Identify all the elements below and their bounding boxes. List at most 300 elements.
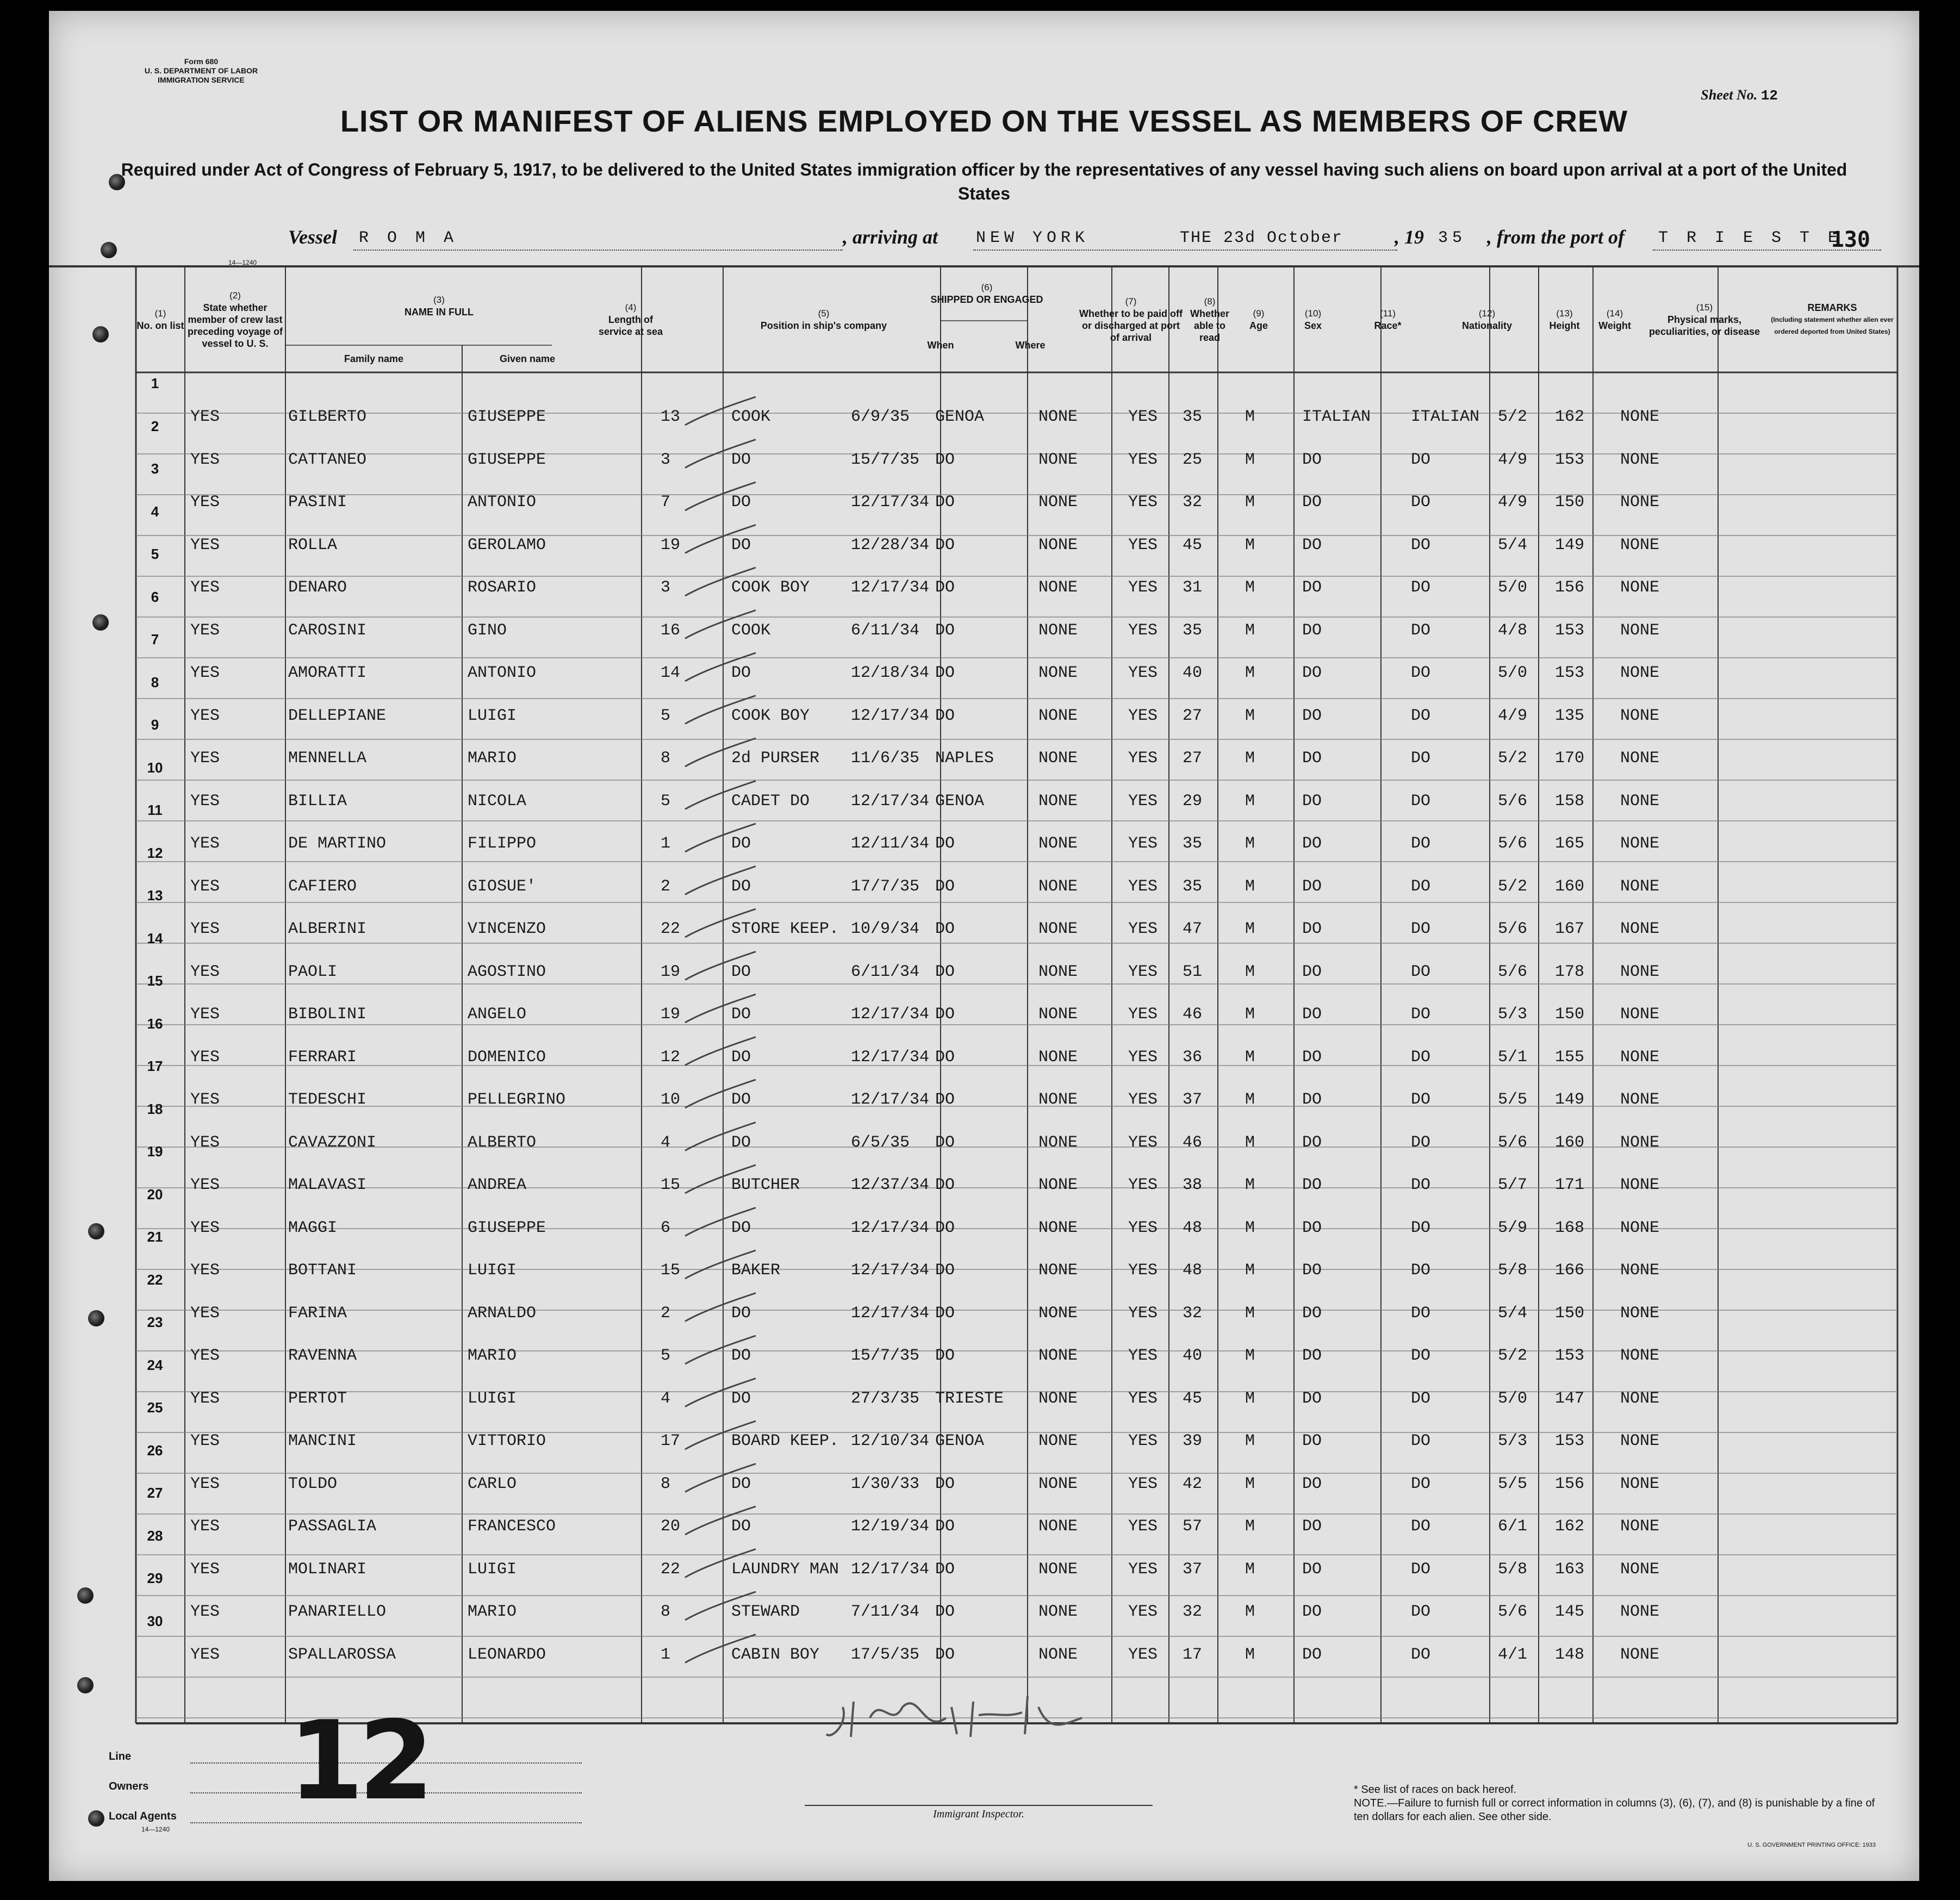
shipped-when: 12/17/34 bbox=[851, 792, 930, 811]
height: 5/3 bbox=[1498, 1432, 1528, 1450]
age: 48 bbox=[1183, 1218, 1203, 1237]
form-number: Form 680 bbox=[184, 57, 219, 66]
given-name: PELLEGRINO bbox=[468, 1091, 566, 1109]
shipped-where: GENOA bbox=[935, 792, 985, 811]
race: DO bbox=[1302, 1261, 1322, 1280]
shipped-where: DO bbox=[935, 1176, 955, 1194]
sex: M bbox=[1245, 1176, 1255, 1194]
weight: 178 bbox=[1555, 962, 1585, 981]
age: 32 bbox=[1183, 1304, 1203, 1323]
sex: M bbox=[1245, 920, 1255, 938]
physical-marks: NONE bbox=[1620, 1133, 1660, 1152]
position: STEWARD bbox=[731, 1603, 800, 1621]
length-of-service: 14 bbox=[661, 664, 681, 682]
family-name: MALAVASI bbox=[288, 1176, 367, 1194]
given-name: GIUSEPPE bbox=[468, 450, 546, 469]
row-number: 28 bbox=[147, 1527, 163, 1544]
given-name: LEONARDO bbox=[468, 1645, 546, 1664]
shipped-when: 12/17/34 bbox=[851, 578, 930, 597]
nationality: DO bbox=[1411, 920, 1431, 938]
punch-hole bbox=[77, 1587, 94, 1604]
row-number: 18 bbox=[147, 1100, 163, 1117]
column-number: (10) bbox=[1304, 308, 1322, 319]
paid-off: NONE bbox=[1038, 1347, 1078, 1365]
race: DO bbox=[1302, 1048, 1322, 1067]
family-name: TEDESCHI bbox=[288, 1091, 367, 1109]
physical-marks: NONE bbox=[1620, 578, 1660, 597]
position: COOK bbox=[731, 408, 771, 426]
length-of-service: 15 bbox=[661, 1261, 681, 1280]
column-number: (6) bbox=[981, 282, 993, 292]
family-name: PAOLI bbox=[288, 962, 338, 981]
length-of-service: 2 bbox=[661, 1304, 671, 1323]
family-name: DELLEPIANE bbox=[288, 706, 387, 725]
sex: M bbox=[1245, 1304, 1255, 1323]
paid-off: NONE bbox=[1038, 962, 1078, 981]
given-name: FILIPPO bbox=[468, 834, 537, 853]
column-label: Height bbox=[1549, 320, 1580, 331]
given-name: ALBERTO bbox=[468, 1133, 537, 1152]
length-of-service: 8 bbox=[661, 749, 671, 768]
able-to-read: YES bbox=[1128, 749, 1158, 768]
row-number: 3 bbox=[151, 460, 159, 477]
given-name: GINO bbox=[468, 621, 507, 640]
year-label: , 19 bbox=[1395, 226, 1424, 248]
nationality: DO bbox=[1411, 1048, 1431, 1067]
family-name: PERTOT bbox=[288, 1389, 347, 1408]
shipped-where: GENOA bbox=[935, 408, 985, 426]
shipped-where: DO bbox=[935, 920, 955, 938]
height: 5/6 bbox=[1498, 834, 1528, 853]
height: 5/6 bbox=[1498, 1133, 1528, 1152]
length-of-service: 10 bbox=[661, 1091, 681, 1109]
position: DO bbox=[731, 1517, 751, 1536]
shipped-where: DO bbox=[935, 621, 955, 640]
sex: M bbox=[1245, 535, 1255, 555]
sex: M bbox=[1245, 1347, 1255, 1365]
position: 2d PURSER bbox=[731, 749, 820, 768]
age: 45 bbox=[1183, 535, 1203, 555]
able-to-read: YES bbox=[1128, 1304, 1158, 1323]
physical-marks: NONE bbox=[1620, 493, 1660, 512]
weight: 166 bbox=[1555, 1261, 1585, 1280]
column-number: (4) bbox=[625, 302, 637, 313]
punch-hole bbox=[77, 1677, 94, 1693]
position: DO bbox=[731, 1474, 751, 1493]
column-number: (3) bbox=[433, 294, 445, 305]
paid-off: NONE bbox=[1038, 749, 1078, 768]
given-name: DOMENICO bbox=[468, 1048, 546, 1067]
column-label: Whether to be paid off or discharged at port of arrival bbox=[1079, 308, 1183, 343]
row-number: 24 bbox=[147, 1356, 163, 1373]
physical-marks: NONE bbox=[1620, 1347, 1660, 1365]
column-label: Sex bbox=[1304, 320, 1322, 331]
length-of-service: 12 bbox=[661, 1048, 681, 1067]
column-label: NAME IN FULL bbox=[405, 306, 474, 317]
given-name: GIUSEPPE bbox=[468, 408, 546, 426]
column-header-c8 bbox=[1185, 266, 1234, 372]
given-name: VITTORIO bbox=[468, 1432, 546, 1450]
agents-label: Local Agents bbox=[109, 1810, 177, 1822]
position: STORE KEEP. bbox=[731, 920, 839, 938]
row-number: 9 bbox=[151, 717, 159, 733]
physical-marks: NONE bbox=[1620, 834, 1660, 853]
able-to-read: YES bbox=[1128, 1091, 1158, 1109]
weight: 149 bbox=[1555, 1091, 1585, 1109]
column-label: State whether member of crew last preceding voyage of vessel to U. S. bbox=[187, 302, 283, 349]
crew-previous-voyage: YES bbox=[190, 706, 220, 725]
height: 5/6 bbox=[1498, 1603, 1528, 1621]
physical-marks: NONE bbox=[1620, 1091, 1660, 1109]
weight: 162 bbox=[1555, 1517, 1585, 1536]
nationality: DO bbox=[1411, 1091, 1431, 1109]
sex: M bbox=[1245, 578, 1255, 597]
weight: 153 bbox=[1555, 1347, 1585, 1365]
race: DO bbox=[1302, 792, 1322, 811]
column-number: (2) bbox=[229, 290, 241, 301]
given-name: ROSARIO bbox=[468, 578, 537, 597]
row-number: 14 bbox=[147, 930, 163, 946]
able-to-read: YES bbox=[1128, 664, 1158, 682]
family-name: PASINI bbox=[288, 493, 347, 512]
shipped-where: DO bbox=[935, 664, 955, 682]
column-label: SHIPPED OR ENGAGED bbox=[930, 294, 1043, 305]
paid-off: NONE bbox=[1038, 664, 1078, 682]
shipped-when: 12/10/34 bbox=[851, 1432, 930, 1450]
physical-marks: NONE bbox=[1620, 749, 1660, 768]
sex: M bbox=[1245, 1389, 1255, 1408]
weight: 163 bbox=[1555, 1560, 1585, 1579]
shipped-where: DO bbox=[935, 450, 955, 469]
shipped-when: 12/17/34 bbox=[851, 1560, 930, 1579]
crew-previous-voyage: YES bbox=[190, 1603, 220, 1621]
age: 48 bbox=[1183, 1261, 1203, 1280]
position: DO bbox=[731, 962, 751, 981]
column-label: Race* bbox=[1374, 320, 1402, 331]
column-number: (7) bbox=[1125, 296, 1137, 307]
height: 5/1 bbox=[1498, 1048, 1528, 1067]
age: 29 bbox=[1183, 792, 1203, 811]
height: 5/6 bbox=[1498, 792, 1528, 811]
given-name: VINCENZO bbox=[468, 920, 546, 938]
age: 17 bbox=[1183, 1645, 1203, 1664]
row-number: 8 bbox=[151, 674, 159, 690]
crew-previous-voyage: YES bbox=[190, 1048, 220, 1067]
position: LAUNDRY MAN bbox=[731, 1560, 839, 1579]
paid-off: NONE bbox=[1038, 1645, 1078, 1664]
shipped-when: 15/7/35 bbox=[851, 1347, 920, 1365]
column-header-c12 bbox=[1433, 266, 1541, 372]
paid-off: NONE bbox=[1038, 920, 1078, 938]
weight: 153 bbox=[1555, 664, 1585, 682]
length-of-service: 7 bbox=[661, 493, 671, 512]
physical-marks: NONE bbox=[1620, 1048, 1660, 1067]
shipped-when: 10/9/34 bbox=[851, 920, 920, 938]
physical-marks: NONE bbox=[1620, 792, 1660, 811]
weight: 158 bbox=[1555, 792, 1585, 811]
age: 35 bbox=[1183, 408, 1203, 426]
arriving-label: , arriving at bbox=[843, 226, 938, 248]
shipped-when: 12/37/34 bbox=[851, 1176, 930, 1194]
position: DO bbox=[731, 1048, 751, 1067]
position: DO bbox=[731, 493, 751, 512]
from-label: , from the port of bbox=[1487, 226, 1625, 248]
form-code: 14—1240 bbox=[228, 259, 257, 266]
position: DO bbox=[731, 450, 751, 469]
shipped-where: TRIESTE bbox=[935, 1389, 1004, 1408]
sex: M bbox=[1245, 493, 1255, 512]
physical-marks: NONE bbox=[1620, 962, 1660, 981]
sex: M bbox=[1245, 1133, 1255, 1152]
age: 35 bbox=[1183, 877, 1203, 896]
weight: 150 bbox=[1555, 1005, 1585, 1024]
nationality: DO bbox=[1411, 877, 1431, 896]
position: COOK BOY bbox=[731, 578, 810, 597]
length-of-service: 8 bbox=[661, 1474, 671, 1493]
shipped-when: 12/17/34 bbox=[851, 1218, 930, 1237]
shipped-when: 15/7/35 bbox=[851, 450, 920, 469]
punch-hole bbox=[88, 1810, 104, 1827]
weight: 145 bbox=[1555, 1603, 1585, 1621]
paid-off: NONE bbox=[1038, 1176, 1078, 1194]
height: 5/4 bbox=[1498, 1304, 1528, 1323]
able-to-read: YES bbox=[1128, 578, 1158, 597]
weight: 156 bbox=[1555, 1474, 1585, 1493]
race: DO bbox=[1302, 493, 1322, 512]
paid-off: NONE bbox=[1038, 706, 1078, 725]
physical-marks: NONE bbox=[1620, 1603, 1660, 1621]
race: DO bbox=[1302, 450, 1322, 469]
row-number: 1 bbox=[151, 375, 159, 391]
sex: M bbox=[1245, 962, 1255, 981]
shipped-when: 12/17/34 bbox=[851, 1005, 930, 1024]
crew-previous-voyage: YES bbox=[190, 408, 220, 426]
height: 5/6 bbox=[1498, 962, 1528, 981]
nationality: DO bbox=[1411, 1261, 1431, 1280]
position: COOK bbox=[731, 621, 771, 640]
height: 5/0 bbox=[1498, 664, 1528, 682]
age: 42 bbox=[1183, 1474, 1203, 1493]
vessel-label: Vessel bbox=[288, 226, 337, 248]
weight: 153 bbox=[1555, 621, 1585, 640]
race: DO bbox=[1302, 1091, 1322, 1109]
shipped-when: 1/30/33 bbox=[851, 1474, 920, 1493]
shipped-where: DO bbox=[935, 1005, 955, 1024]
sex: M bbox=[1245, 877, 1255, 896]
row-number: 29 bbox=[147, 1570, 163, 1586]
race: DO bbox=[1302, 535, 1322, 555]
height: 5/3 bbox=[1498, 1005, 1528, 1024]
nationality: DO bbox=[1411, 1474, 1431, 1493]
race: DO bbox=[1302, 1432, 1322, 1450]
position: DO bbox=[731, 834, 751, 853]
age: 51 bbox=[1183, 962, 1203, 981]
weight: 168 bbox=[1555, 1218, 1585, 1237]
height: 5/8 bbox=[1498, 1560, 1528, 1579]
column-header-given-name: Given name bbox=[499, 353, 556, 364]
physical-marks: NONE bbox=[1620, 1304, 1660, 1323]
age: 36 bbox=[1183, 1048, 1203, 1067]
race: DO bbox=[1302, 1645, 1322, 1664]
column-header-family-name: Family name bbox=[344, 353, 404, 364]
given-name: ANGELO bbox=[468, 1005, 527, 1024]
race: DO bbox=[1302, 664, 1322, 682]
physical-marks: NONE bbox=[1620, 1176, 1660, 1194]
punch-hole bbox=[88, 1310, 104, 1326]
arriving-port: NEW YORK bbox=[976, 229, 1090, 247]
physical-marks: NONE bbox=[1620, 920, 1660, 938]
row-number: 6 bbox=[151, 588, 159, 605]
physical-marks: NONE bbox=[1620, 408, 1660, 426]
crew-previous-voyage: YES bbox=[190, 792, 220, 811]
physical-marks: NONE bbox=[1620, 450, 1660, 469]
given-name: GEROLAMO bbox=[468, 535, 546, 555]
row-number: 27 bbox=[147, 1485, 163, 1501]
length-of-service: 2 bbox=[661, 877, 671, 896]
year: 35 bbox=[1438, 229, 1467, 247]
crew-previous-voyage: YES bbox=[190, 1261, 220, 1280]
owners-label: Owners bbox=[109, 1780, 149, 1792]
height: 5/4 bbox=[1498, 535, 1528, 555]
row-number: 17 bbox=[147, 1058, 163, 1074]
race: DO bbox=[1302, 1218, 1322, 1237]
paid-off: NONE bbox=[1038, 493, 1078, 512]
given-name: ANDREA bbox=[468, 1176, 527, 1194]
paid-off: NONE bbox=[1038, 1603, 1078, 1621]
able-to-read: YES bbox=[1128, 920, 1158, 938]
sex: M bbox=[1245, 450, 1255, 469]
crew-previous-voyage: YES bbox=[190, 1176, 220, 1194]
nationality: DO bbox=[1411, 1347, 1431, 1365]
able-to-read: YES bbox=[1128, 1603, 1158, 1621]
position: COOK BOY bbox=[731, 706, 810, 725]
weight: 147 bbox=[1555, 1389, 1585, 1408]
family-name: DENARO bbox=[288, 578, 347, 597]
weight: 135 bbox=[1555, 706, 1585, 725]
shipped-where: DO bbox=[935, 1347, 955, 1365]
crew-previous-voyage: YES bbox=[190, 834, 220, 853]
column-label: Weight bbox=[1598, 320, 1631, 331]
from-port: T R I E S T E bbox=[1658, 229, 1843, 247]
given-name: FRANCESCO bbox=[468, 1517, 556, 1536]
race: DO bbox=[1302, 1474, 1322, 1493]
row-number: 2 bbox=[151, 418, 159, 434]
age: 27 bbox=[1183, 749, 1203, 768]
shipped-when: 6/9/35 bbox=[851, 408, 910, 426]
able-to-read: YES bbox=[1128, 706, 1158, 725]
sex: M bbox=[1245, 1517, 1255, 1536]
physical-marks: NONE bbox=[1620, 877, 1660, 896]
paid-off: NONE bbox=[1038, 1218, 1078, 1237]
sex: M bbox=[1245, 749, 1255, 768]
shipped-when: 12/18/34 bbox=[851, 664, 930, 682]
height: 5/0 bbox=[1498, 1389, 1528, 1408]
shipped-where: DO bbox=[935, 1603, 955, 1621]
family-name: FARINA bbox=[288, 1304, 347, 1323]
nationality: DO bbox=[1411, 450, 1431, 469]
given-name: ANTONIO bbox=[468, 664, 537, 682]
race: ITALIAN bbox=[1302, 408, 1371, 426]
punch-hole bbox=[101, 242, 117, 258]
row-number: 15 bbox=[147, 973, 163, 989]
nationality: DO bbox=[1411, 535, 1431, 555]
race: DO bbox=[1302, 877, 1322, 896]
shipped-where: DO bbox=[935, 493, 955, 512]
shipped-where: DO bbox=[935, 1474, 955, 1493]
sex: M bbox=[1245, 1645, 1255, 1664]
weight: 148 bbox=[1555, 1645, 1585, 1664]
height: 5/2 bbox=[1498, 877, 1528, 896]
column-label: Whether able to read bbox=[1190, 308, 1229, 343]
paid-off: NONE bbox=[1038, 1517, 1078, 1536]
able-to-read: YES bbox=[1128, 408, 1158, 426]
position: DO bbox=[731, 1347, 751, 1365]
row-number: 10 bbox=[147, 759, 163, 776]
able-to-read: YES bbox=[1128, 1474, 1158, 1493]
race: DO bbox=[1302, 1304, 1322, 1323]
paid-off: NONE bbox=[1038, 621, 1078, 640]
shipped-where: DO bbox=[935, 1261, 955, 1280]
age: 35 bbox=[1183, 834, 1203, 853]
crew-previous-voyage: YES bbox=[190, 1474, 220, 1493]
column-header-c6 bbox=[897, 266, 1077, 321]
arrival-date: THE 23d October bbox=[1180, 229, 1343, 247]
race: DO bbox=[1302, 621, 1322, 640]
column-header-c2 bbox=[185, 266, 285, 372]
length-of-service: 6 bbox=[661, 1218, 671, 1237]
crew-previous-voyage: YES bbox=[190, 1389, 220, 1408]
sex: M bbox=[1245, 1261, 1255, 1280]
position: CADET DO bbox=[731, 792, 810, 811]
race: DO bbox=[1302, 1603, 1322, 1621]
family-name: CATTANEO bbox=[288, 450, 367, 469]
family-name: GILBERTO bbox=[288, 408, 367, 426]
weight: 171 bbox=[1555, 1176, 1585, 1194]
able-to-read: YES bbox=[1128, 877, 1158, 896]
vessel-line bbox=[245, 226, 1876, 253]
inspector-label: Immigrant Inspector. bbox=[805, 1805, 1153, 1821]
length-of-service: 19 bbox=[661, 535, 681, 555]
race: DO bbox=[1302, 1133, 1322, 1152]
manifest-sheet bbox=[49, 11, 1919, 1881]
age: 47 bbox=[1183, 920, 1203, 938]
height: 5/6 bbox=[1498, 920, 1528, 938]
family-name: ALBERINI bbox=[288, 920, 367, 938]
shipped-when: 6/5/35 bbox=[851, 1133, 910, 1152]
shipped-where: DO bbox=[935, 1091, 955, 1109]
footnote-races: * See list of races on back hereof. bbox=[1354, 1784, 1517, 1796]
physical-marks: NONE bbox=[1620, 1218, 1660, 1237]
row-number: 5 bbox=[151, 546, 159, 562]
shipped-where: DO bbox=[935, 1218, 955, 1237]
column-number: (14) bbox=[1606, 308, 1623, 319]
physical-marks: NONE bbox=[1620, 1474, 1660, 1493]
shipped-when: 12/17/34 bbox=[851, 1304, 930, 1323]
age: 31 bbox=[1183, 578, 1203, 597]
row-number: 11 bbox=[147, 802, 163, 818]
age: 46 bbox=[1183, 1005, 1203, 1024]
column-header-c16 bbox=[1767, 266, 1897, 372]
given-name: LUIGI bbox=[468, 706, 517, 725]
nationality: DO bbox=[1411, 1645, 1431, 1664]
length-of-service: 22 bbox=[661, 1560, 681, 1579]
length-of-service: 4 bbox=[661, 1389, 671, 1408]
age: 35 bbox=[1183, 621, 1203, 640]
form-identifier bbox=[136, 57, 266, 85]
nationality: DO bbox=[1411, 493, 1431, 512]
length-of-service: 20 bbox=[661, 1517, 681, 1536]
length-of-service: 19 bbox=[661, 1005, 681, 1024]
